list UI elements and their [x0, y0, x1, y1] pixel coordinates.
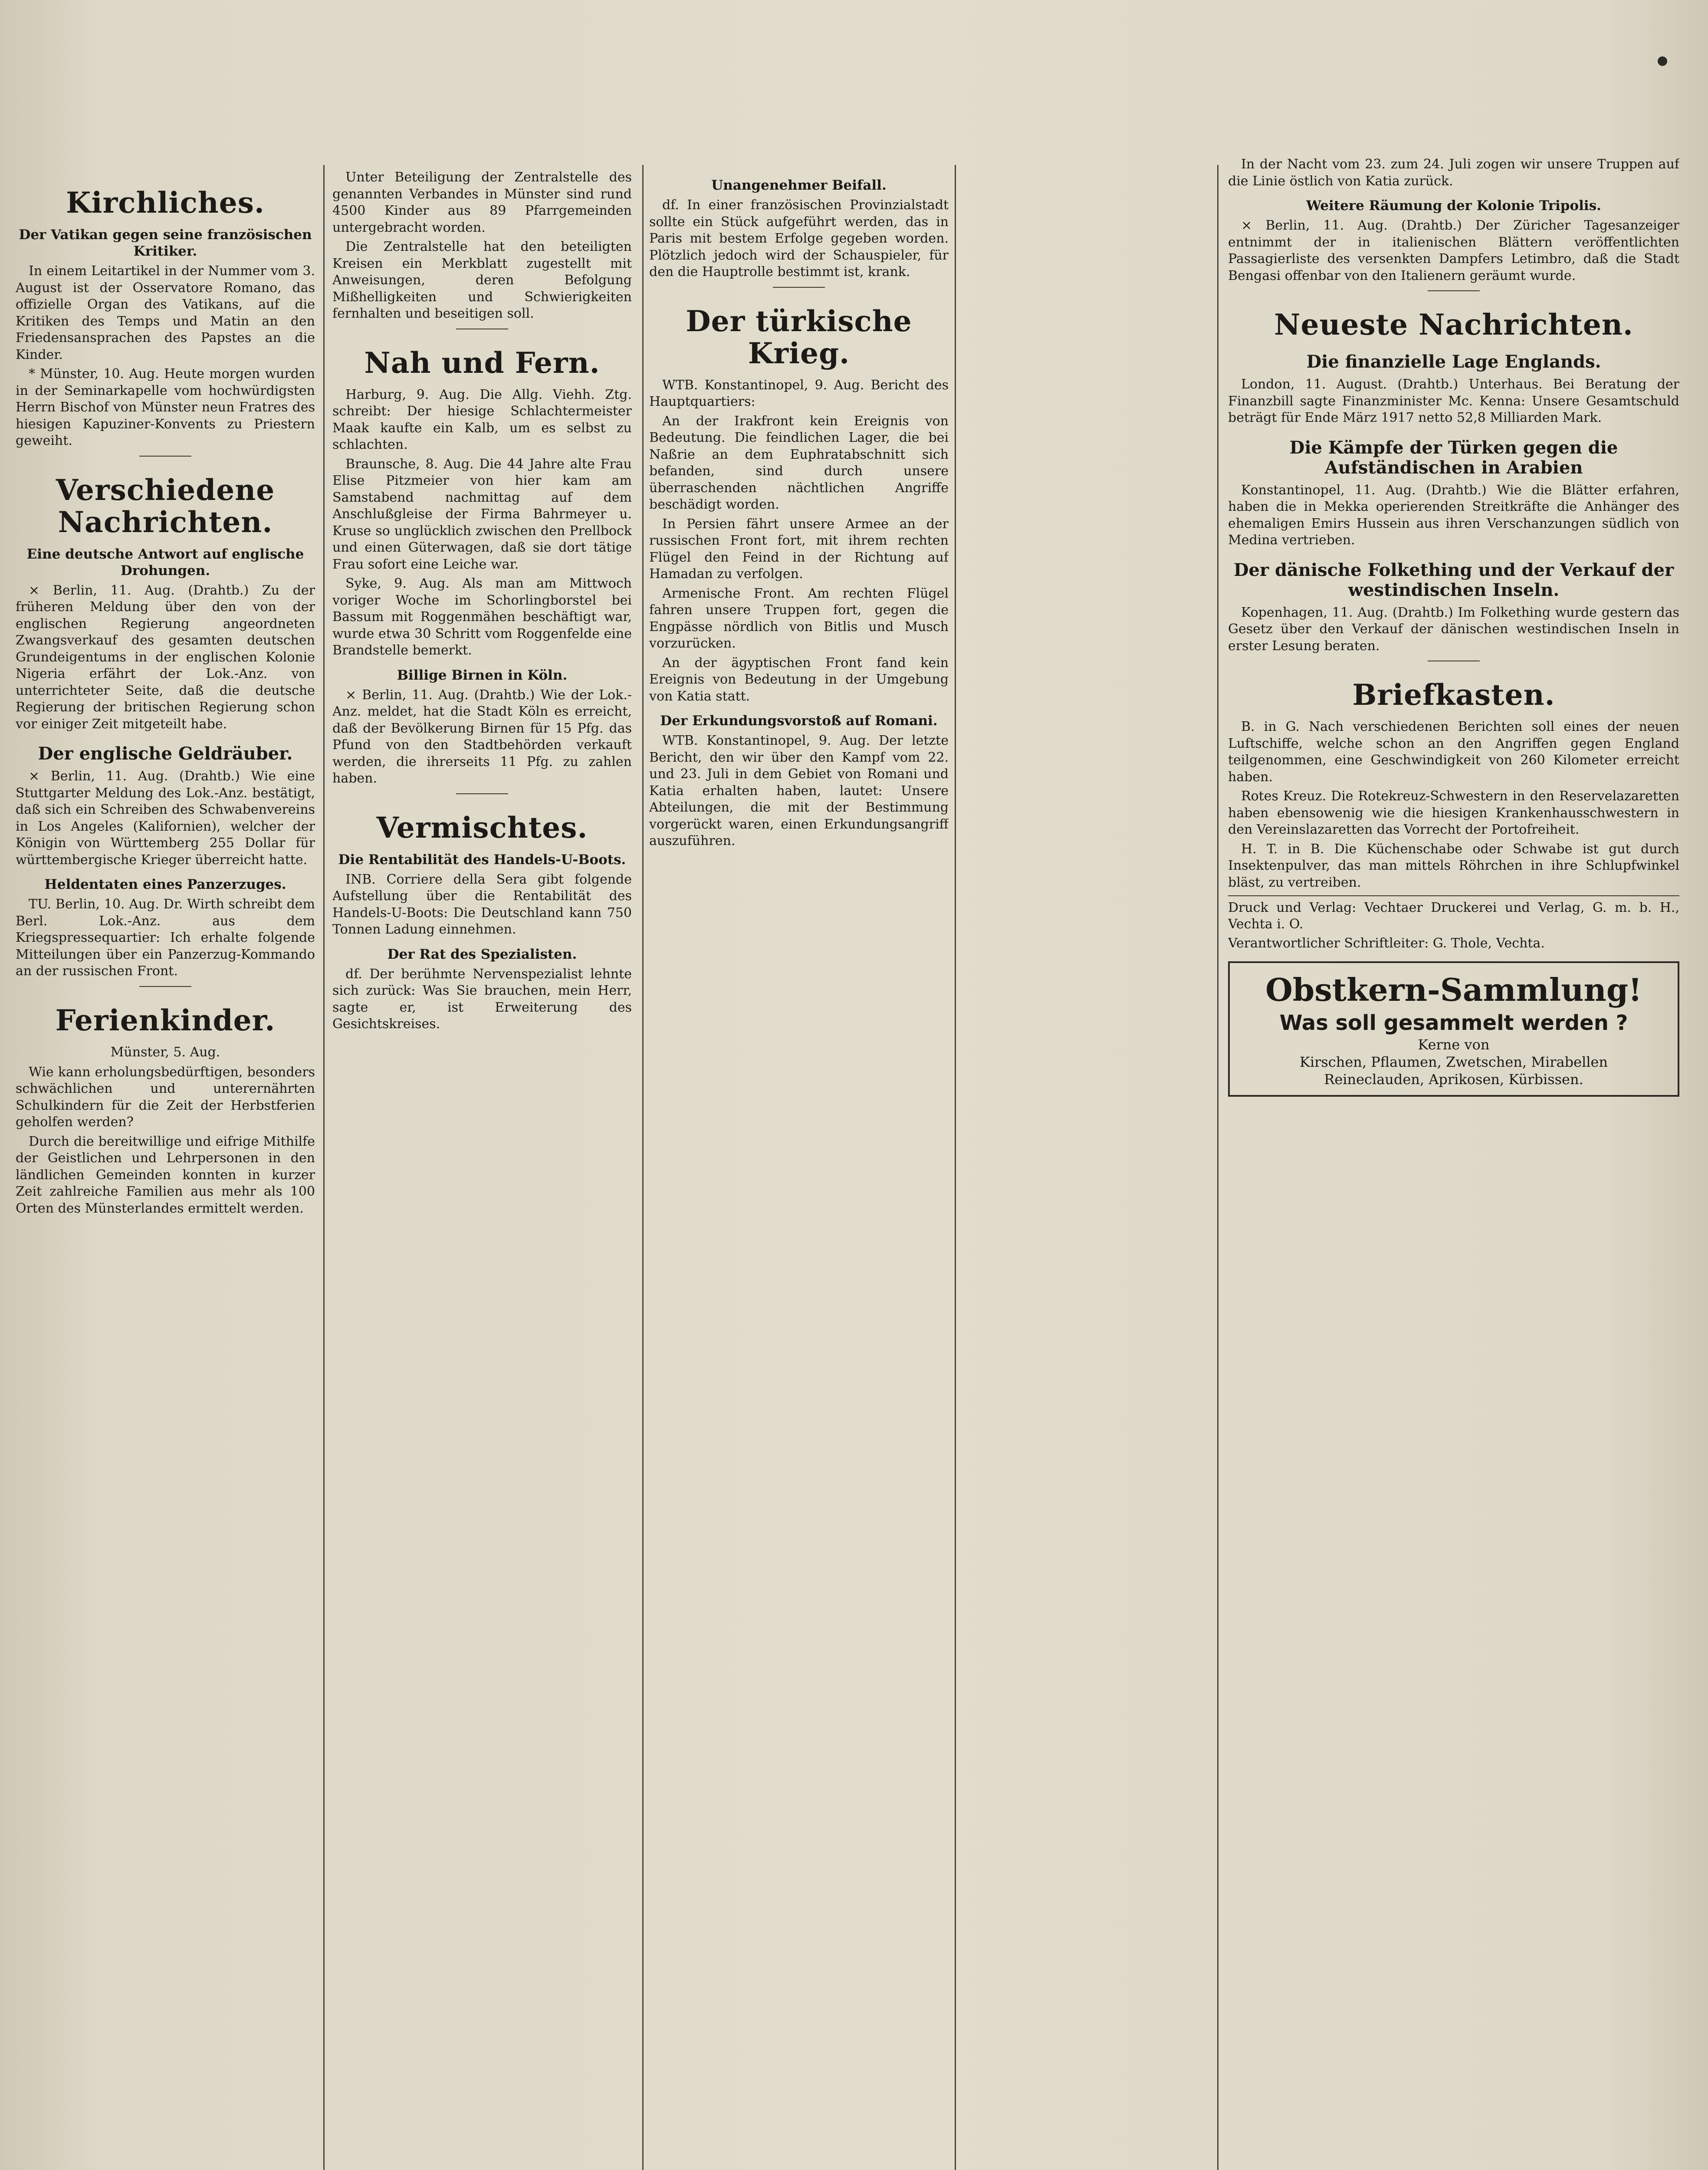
article-paragraph: An der ägyptischen Front fand kein Ereignis von Bedeutung in der Umgebung von Katia statt. — [649, 655, 949, 704]
article-heading: Die Kämpfe der Türken gegen die Aufständischen in Arabien — [1289, 437, 1618, 478]
article-paragraph: Wie kann erholungsbedürftigen, besonders schwächlichen und unterernährten Schulkindern für die Zeit der Herbstferien geholfen werden? — [16, 1064, 315, 1130]
article-paragraph: Konstantinopel, 11. Aug. (Drahtb.) Wie die Blätter erfahren, haben die in Mekka operierenden Streitkräfte die Anhänger des ehemaligen Emirs Hussein aus ihren Verschanzungen südlich von Medina vertrieben. — [1228, 482, 1679, 548]
article-subheading: Unangenehmer Beifall. — [711, 178, 887, 193]
article-paragraph: Harburg, 9. Aug. Die Allg. Viehh. Ztg. schreibt: Der hiesige Schlachtermeister Maak kaufte ein Kalb, um es selbst zu schlachten. — [332, 387, 632, 452]
article-paragraph: × Berlin, 11. Aug. (Drahtb.) Der Züricher Tagesanzeiger entnimmt der in italienischen Blättern veröffentlichten Passagierliste des versenkten Dampfers Letimbro, daß die Stadt Bengasi offenbar von den Italienern geräumt wurde. — [1228, 218, 1679, 283]
article-paragraph: TU. Berlin, 10. Aug. Dr. Wirth schreibt dem Berl. Lok.-Anz. aus dem Kriegspressequartier: Ich erhalte folgende Mitteilungen über ein Panzerzug-Kommando an der russischen Front. — [16, 897, 315, 979]
ad-line: Reineclauden, Aprikosen, Kürbissen. — [1324, 1071, 1583, 1088]
article-subheading: Der Vatikan gegen seine französischen Kritiker. — [19, 227, 312, 259]
divider — [456, 793, 508, 794]
article-heading: Die finanzielle Lage Englands. — [1306, 352, 1601, 372]
article-subheading: Billige Birnen in Köln. — [397, 667, 568, 683]
ad-line: Kirschen, Pflaumen, Zwetschen, Mirabellen — [1299, 1054, 1608, 1070]
article-paragraph: df. Der berühmte Nervenspezialist lehnte sich zurück: Was Sie brauchen, mein Herr, sagte er, ist Erweiterung des Gesichtskreises. — [332, 966, 632, 1032]
column-1 — [16, 169, 315, 2170]
divider — [773, 287, 825, 288]
binding-hole — [1658, 56, 1667, 66]
article-paragraph: Die Zentralstelle hat den beteiligten Kreisen ein Merkblatt zugestellt mit Anweisungen, deren Befolgung Mißhelligkeiten und Schwierigkeiten fernhalten und beseitigen soll. — [332, 239, 632, 321]
article-subheading: Heldentaten eines Panzerzuges. — [44, 877, 286, 892]
ad-subtitle: Was soll gesammelt werden ? — [1279, 1011, 1628, 1035]
article-paragraph: WTB. Konstantinopel, 9. Aug. Der letzte Bericht, den wir über den Kampf vom 22. und 23. Juli in dem Gebiet von Romani und Katia erhalten haben, lautet: Unsere Abteilungen, die mit der Bestimmung vorgerückt waren, einen Erkundungsangriff auszuführen. — [649, 733, 949, 848]
article-subheading: Der Erkundungsvorstoß auf Romani. — [660, 713, 938, 729]
section-heading-ferienkinder: Ferienkinder. — [55, 1003, 276, 1037]
article-paragraph: Syke, 9. Aug. Als man am Mittwoch voriger Woche im Schorlingborstel bei Bassum mit Roggenmähen beschäftigt war, wurde etwa 30 Schritt vom Roggenfelde eine Brandstelle bemerkt. — [332, 576, 632, 658]
article-heading: Der englische Geldräuber. — [38, 743, 293, 764]
article-paragraph: B. in G. Nach verschiedenen Berichten soll eines der neuen Luftschiffe, welche schon an den Angriffen gegen England teilgenommen, eine Geschwindigkeit von 260 Kilometer erreicht haben. — [1228, 719, 1679, 785]
divider — [139, 986, 191, 987]
section-heading-kirchliches: Kirchliches. — [66, 186, 265, 220]
article-subheading: Die Rentabilität des Handels-U-Boots. — [338, 852, 626, 868]
article-paragraph: H. T. in B. Die Küchenschabe oder Schwabe ist gut durch Insektenpulver, das man mittels Röhrchen in ihre Schlupfwinkel bläst, zu vertreiben. — [1228, 841, 1679, 890]
imprint-editor: Verantwortlicher Schriftleiter: G. Thole, Vechta. — [1228, 936, 1545, 951]
section-heading-vermischtes: Vermischtes. — [376, 810, 588, 845]
obstkern-advertisement — [1228, 961, 1679, 1097]
article-subheading: Weitere Räumung der Kolonie Tripolis. — [1306, 198, 1601, 214]
article-paragraph: Unter Beteiligung der Zentralstelle des genannten Verbandes in Münster sind rund 4500 Kinder aus 89 Pfarrgemeinden untergebracht worden. — [332, 170, 632, 235]
article-paragraph: An der Irakfront kein Ereignis von Bedeutung. Die feindlichen Lager, die bei Naßrie an dem Euphratabschnitt sich befanden, sind durch unsere überraschenden nächtlichen Angriffe beschädigt worden. — [649, 413, 949, 512]
column-4 — [1228, 156, 1679, 2170]
article-paragraph: Durch die bereitwillige und eifrige Mithilfe der Geistlichen und Lehrpersonen in den ländlichen Gemeinden konnten in kurzer Zeit zahlreiche Familien aus mehr als 100 Orten des Münsterlandes ermittelt werden. — [16, 1134, 315, 1216]
article-paragraph: × Berlin, 11. Aug. (Drahtb.) Wie der Lok.-Anz. meldet, hat die Stadt Köln es erreicht, daß der Bevölkerung Birnen für 15 Pfg. das Pfund von den Stadtbehörden verkauft werden, die ihrerseits 11 Pfg. zu zahlen haben. — [332, 687, 632, 786]
article-paragraph: INB. Corriere della Sera gibt folgende Aufstellung über die Rentabilität des Handels-U-Boots: Die Deutschland kann 750 Tonnen Ladung einnehmen. — [332, 871, 632, 937]
ad-line: Kerne von — [1418, 1036, 1490, 1053]
article-subheading: Eine deutsche Antwort auf englische Drohungen. — [26, 546, 304, 579]
section-heading-nah-und-fern: Nah und Fern. — [364, 345, 600, 380]
divider — [139, 456, 191, 457]
dateline: Münster, 5. Aug. — [110, 1044, 220, 1060]
article-paragraph: Armenische Front. Am rechten Flügel fahren unsere Truppen fort, gegen die Engpässe nördlich von Bitlis und Musch vorzurücken. — [649, 585, 949, 651]
article-paragraph: In der Nacht vom 23. zum 24. Juli zogen wir unsere Truppen auf die Linie östlich von Katia zurück. — [1228, 157, 1679, 189]
article-paragraph: London, 11. August. (Drahtb.) Unterhaus. Bei Beratung der Finanzbill sagte Finanzminister Mc. Kenna: Unsere Gesamtschuld beträgt für Ende März 1917 netto 52,8 Milliarden Mark. — [1228, 377, 1679, 425]
article-paragraph: df. In einer französischen Provinzialstadt sollte ein Stück aufgeführt werden, das in Paris mit bestem Erfolge gegeben worden. Plötzlich jedoch wird der Schauspieler, für den die Hauptrolle bestimmt ist, krank. — [649, 197, 949, 279]
article-paragraph: Rotes Kreuz. Die Rotekreuz-Schwestern in den Reservelazaretten haben ebensowenig wie die hiesigen Krankenhausschwestern in den Vereinslazaretten das Vorrecht der Portofreiheit. — [1228, 789, 1679, 837]
article-paragraph: Braunsche, 8. Aug. Die 44 Jahre alte Frau Elise Pitzmeier von hier kam am Samstabend nachmittag auf dem Anschlußgleise der Firma Bahrmeyer u. Kruse so unglücklich zwischen den Prellbock und einen Güterwagen, daß sie dort tätige Frau sofort eine Leiche war. — [332, 456, 632, 572]
ad-title: Obstkern-Sammlung! — [1265, 971, 1642, 1008]
section-heading-tuerkischer-krieg: Der türkische Krieg. — [686, 304, 912, 370]
article-paragraph: * Münster, 10. Aug. Heute morgen wurden in der Seminarkapelle vom hochwürdigsten Herrn Bischof von Münster neun Fratres des hiesigen Kapuziner-Konvents zu Priestern geweiht. — [16, 366, 315, 448]
imprint-publisher: Druck und Verlag: Vechtaer Druckerei und Verlag, G. m. b. H., Vechta i. O. — [1228, 895, 1679, 933]
article-paragraph: In Persien fährt unsere Armee an der russischen Front fort, mit ihrem rechten Flügel den Feind in der Richtung auf Hamadan zu verfolgen. — [649, 516, 949, 582]
article-paragraph: In einem Leitartikel in der Nummer vom 3. August ist der Osservatore Romano, das offizielle Organ des Vatikans, auf die Kritiken des Temps und Matin an den Friedensansprachen des Papstes an die Kinder. — [16, 263, 315, 362]
article-paragraph: × Berlin, 11. Aug. (Drahtb.) Wie eine Stuttgarter Meldung des Lok.-Anz. bestätigt, daß sich ein Schreiben des Schwabenvereins in Los Angeles (Kalifornien), welcher der Königin von Württemberg 255 Dollar für württembergische Krieger überreicht hatte. — [16, 769, 315, 868]
divider — [1428, 290, 1480, 291]
article-paragraph: Kopenhagen, 11. Aug. (Drahtb.) Im Folkething wurde gestern das Gesetz über den Verkauf der dänischen westindischen Inseln in erster Lesung beraten. — [1228, 605, 1679, 654]
article-paragraph: × Berlin, 11. Aug. (Drahtb.) Zu der früheren Meldung über den von der englischen Regierung angeordneten Zwangsverkauf des gesamten deutschen Grundeigentums in der englischen Kolonie Nigeria erfährt der Lok.-Anz. von unterrichteter Seite, daß die deutsche Regierung der britischen Regierung schon vor einiger Zeit mitgeteilt habe. — [16, 582, 315, 732]
article-columns — [16, 169, 1257, 2170]
article-heading: Der dänische Folkething und der Verkauf der westindischen Inseln. — [1233, 559, 1674, 600]
article-paragraph: WTB. Konstantinopel, 9. Aug. Bericht des Hauptquartiers: — [649, 377, 949, 409]
section-heading-neueste-nachrichten: Neueste Nachrichten. — [1274, 308, 1633, 342]
article-subheading: Der Rat des Spezialisten. — [387, 946, 577, 962]
section-heading-verschiedenes: Verschiedene Nachrichten. — [56, 473, 275, 539]
column-2 — [332, 169, 632, 2170]
column-3 — [649, 169, 949, 2170]
section-heading-briefkasten: Briefkasten. — [1352, 678, 1555, 712]
